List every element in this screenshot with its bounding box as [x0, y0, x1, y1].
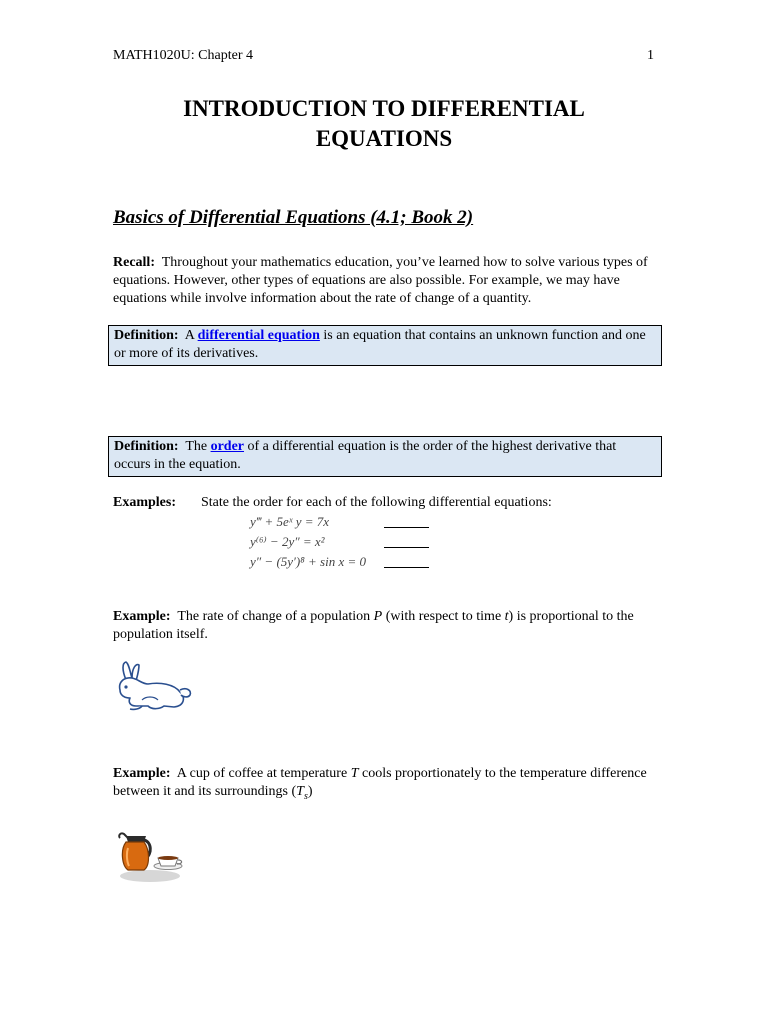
definition-box-differential-equation: [108, 325, 662, 366]
answer-blank-2: [384, 537, 429, 548]
example-text: cools proportionately to the temperature difference between it and its surroundings (: [113, 766, 647, 799]
example-text: A cup of coffee at temperature: [176, 766, 348, 781]
variable-Ts-subscript: s: [303, 790, 308, 802]
example-text: The rate of change of a population: [177, 609, 371, 624]
equation-2: y⁽⁶⁾ − 2y″ = x²: [250, 534, 325, 549]
section-heading: Basics of Differential Equations (4.1; Book 2): [113, 207, 474, 228]
rabbit-icon: [112, 660, 194, 712]
recall-text: Throughout your mathematics education, you’ve learned how to solve various types of equations. However, other types of equations are also possible. For example, we may have equations while involve information about the rate of change of a quantity.: [113, 255, 648, 306]
definition-prefix: The: [185, 439, 208, 454]
definition-prefix: A: [184, 328, 195, 343]
coffee-pot-icon: [116, 822, 186, 886]
example-text: ) is proportional to the population itself.: [113, 609, 634, 642]
example-label: Example:: [113, 766, 171, 781]
examples-label: Examples:: [113, 495, 176, 510]
example-coffee: [113, 765, 658, 806]
equation-1: y‴ + 5eˣ y = 7x: [250, 514, 330, 529]
page-title: [100, 94, 668, 154]
title-line-1: INTRODUCTION TO DIFFERENTIAL: [183, 96, 585, 121]
differential-equation-link[interactable]: differential equation: [197, 328, 320, 343]
running-header: MATH1020U: Chapter 4: [113, 48, 253, 63]
answer-blank-3: [384, 557, 429, 568]
title-line-2: EQUATIONS: [315, 126, 453, 151]
variable-t: t: [504, 609, 509, 624]
variable-Ts: T: [296, 784, 304, 799]
example-text: ): [307, 784, 313, 799]
recall-paragraph: [113, 254, 658, 308]
recall-label: Recall:: [113, 255, 155, 270]
example-label: Example:: [113, 609, 171, 624]
variable-T: T: [350, 766, 359, 781]
examples-text: State the order for each of the following differential equations:: [201, 495, 552, 510]
equation-3: y″ − (5y′)⁸ + sin x = 0: [250, 554, 366, 569]
examples-intro: [113, 494, 658, 512]
page-number: 1: [647, 48, 654, 63]
answer-blank-1: [384, 517, 429, 528]
variable-P: P: [373, 609, 383, 624]
definition-label: Definition:: [114, 439, 179, 454]
definition-text: is an equation that contains an unknown function and one or more of its derivatives.: [114, 328, 646, 361]
example-population: [113, 608, 658, 644]
example-text: (with respect to time: [385, 609, 502, 624]
definition-label: Definition:: [114, 328, 179, 343]
definition-text: of a differential equation is the order of the highest derivative that occurs in the equation.: [114, 439, 617, 472]
definition-box-order: [108, 436, 662, 477]
order-link[interactable]: order: [210, 439, 245, 454]
